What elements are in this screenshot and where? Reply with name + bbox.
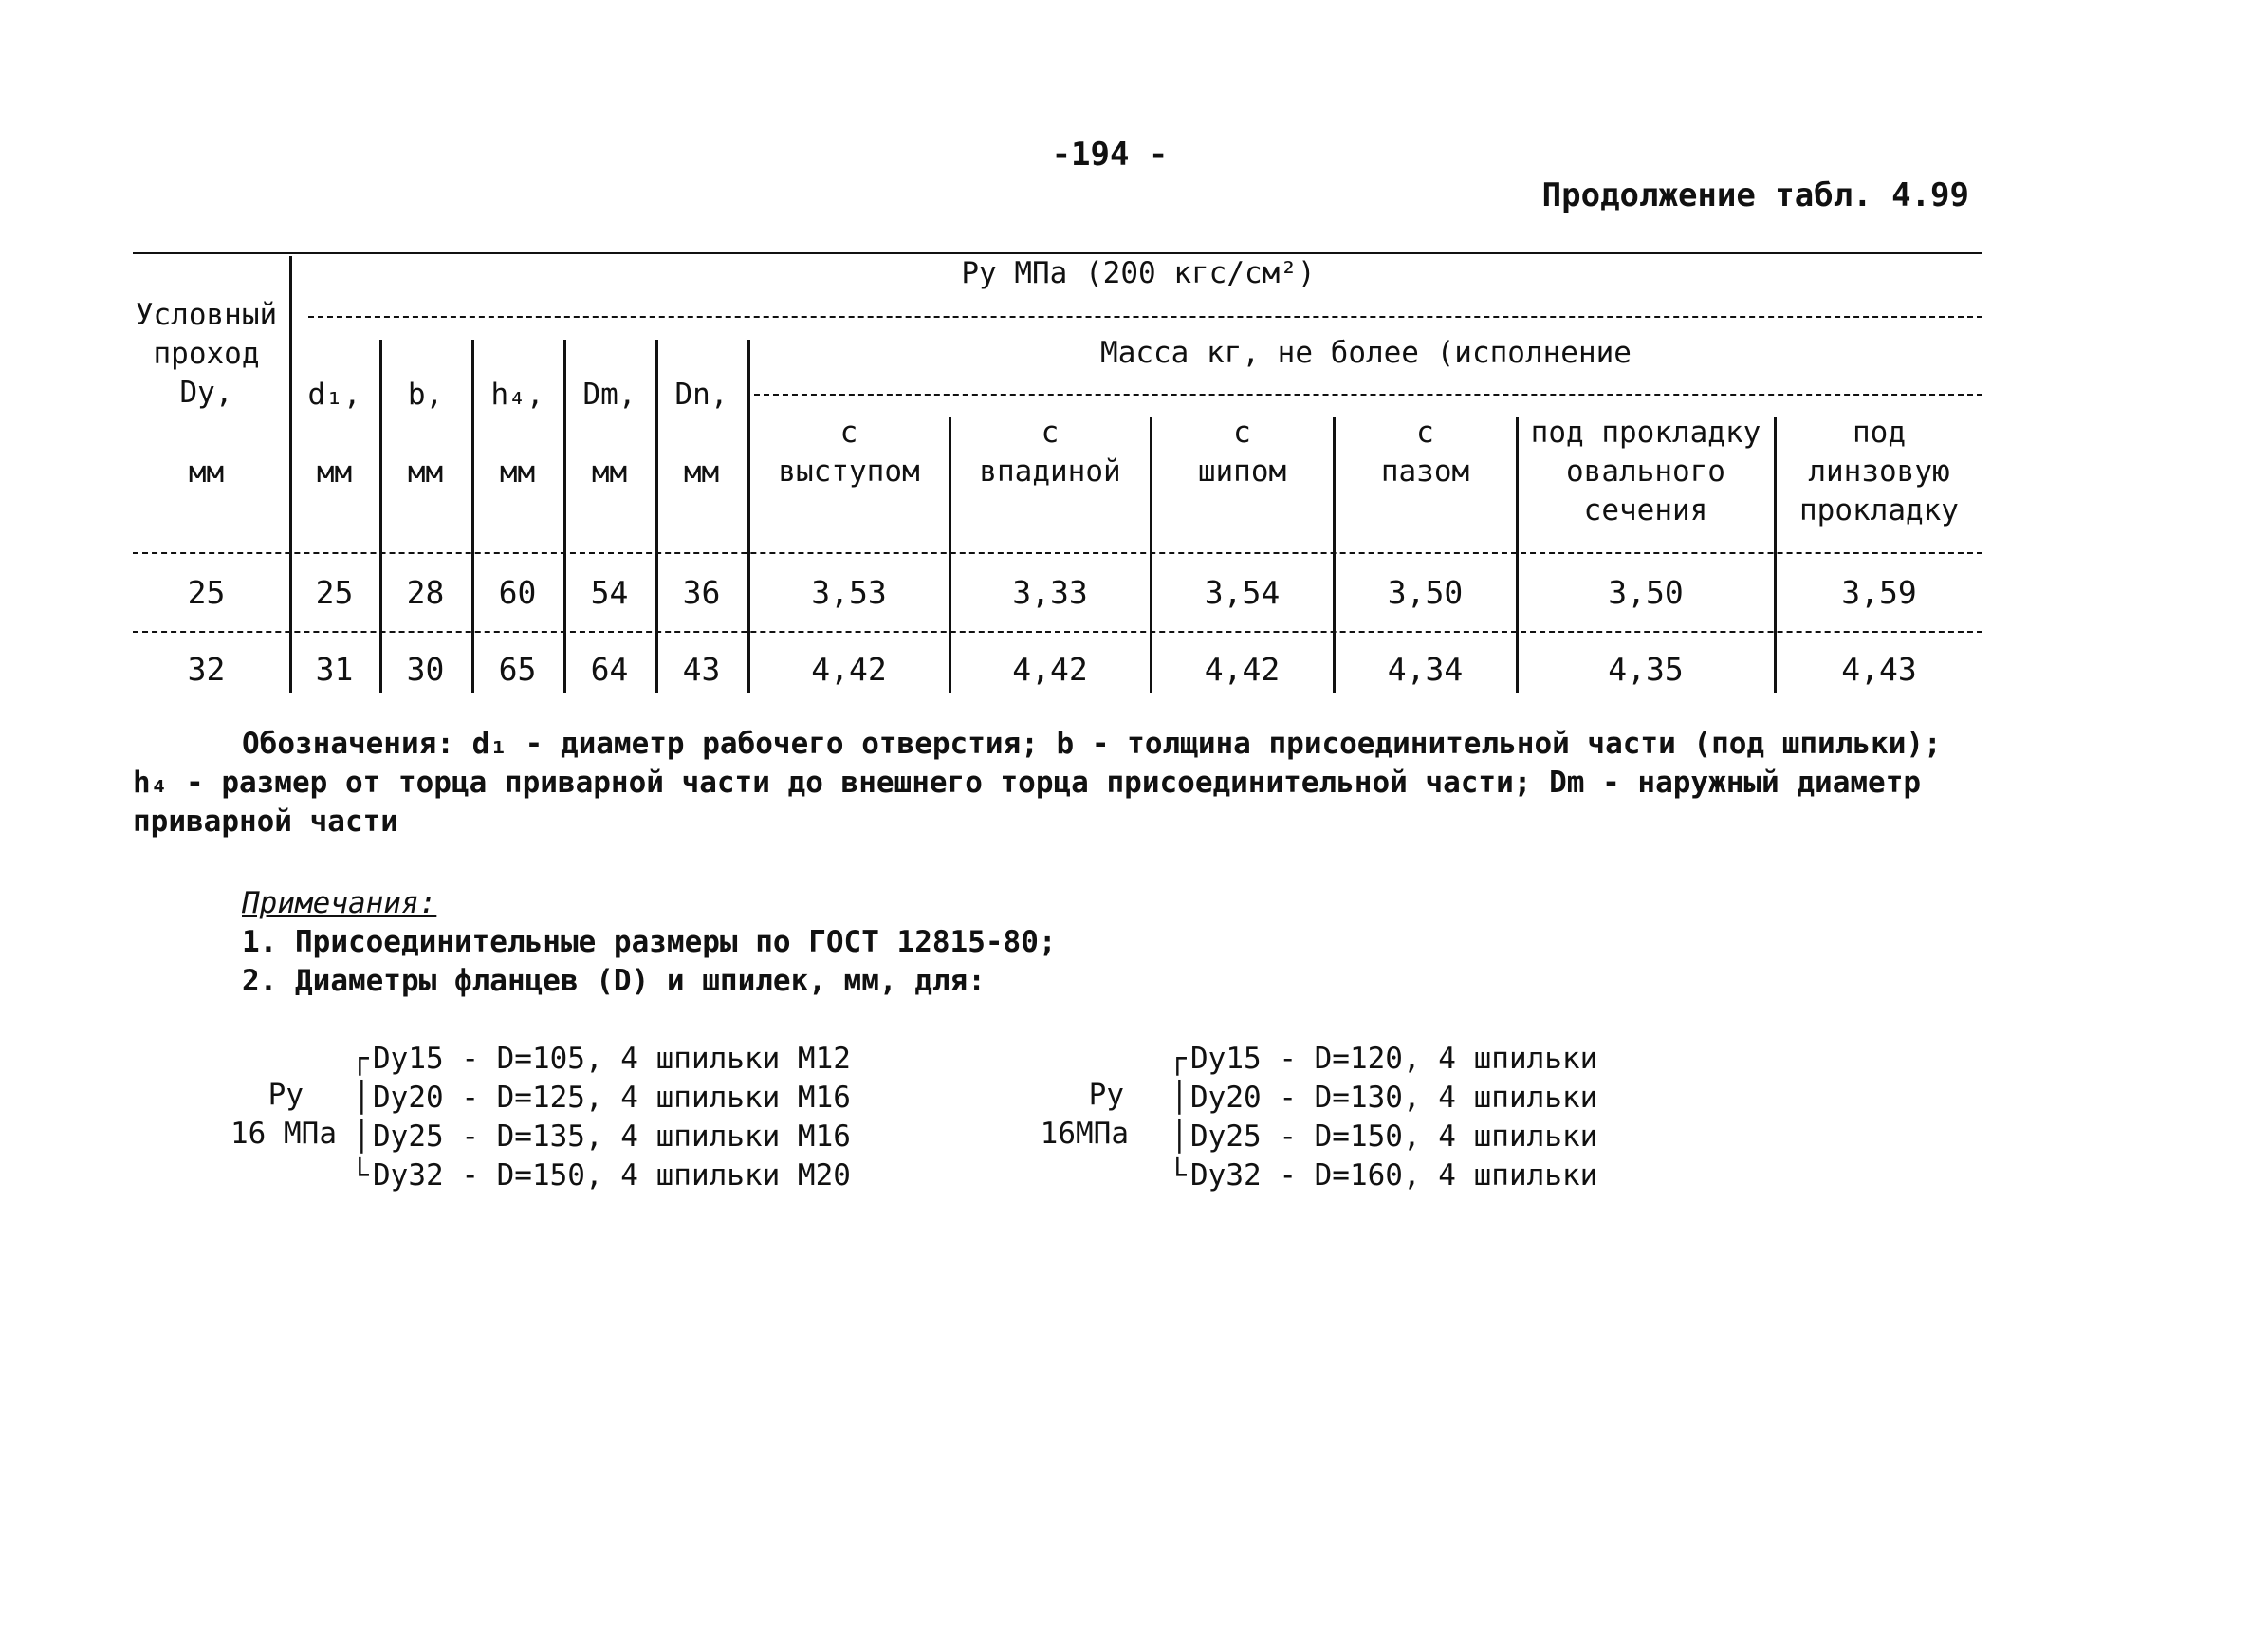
note-item: 2. Диаметры фланцев (D) и шпилек, мм, для: — [242, 964, 986, 998]
col-d1-header: d₁, — [307, 378, 361, 412]
col-mass-header: выступом — [778, 454, 920, 489]
flange-pressure-value: 16 МПа — [230, 1117, 337, 1151]
table-cell: 3,54 — [1204, 574, 1281, 611]
table-cell: 25 — [315, 574, 354, 611]
table-cell: 43 — [682, 651, 721, 688]
table-cell: 4,34 — [1387, 651, 1464, 688]
table-cell: 3,33 — [1012, 574, 1088, 611]
col-b-unit: мм — [407, 455, 444, 490]
table-cell: 4,42 — [1012, 651, 1088, 688]
brace-icon: └ — [1169, 1158, 1187, 1193]
table-cell: 31 — [315, 651, 354, 688]
col-mass-header: с — [1233, 416, 1251, 450]
flange-line: Dy20 - D=125, 4 шпильки M16 — [373, 1081, 851, 1115]
table-cell: 28 — [406, 574, 445, 611]
flange-line: Dy15 - D=105, 4 шпильки M12 — [373, 1042, 851, 1076]
flange-line: Dy32 - D=150, 4 шпильки M20 — [373, 1158, 851, 1193]
divider — [308, 316, 1982, 318]
table-cell: 54 — [590, 574, 629, 611]
divider — [133, 631, 1982, 633]
legend-paragraph: Обозначения: d₁ - диаметр рабочего отверстия; b - толщина присоединительной части (под шпильки); h₄ - размер от торца приварной части до внешнего торца присоединительной части; Dm - наружный диаметр приварной части — [133, 727, 1942, 839]
col-mass-header: сечения — [1583, 493, 1708, 527]
mass-header: Масса кг, не более (исполнение — [1100, 336, 1632, 370]
col-dn-unit: мм — [683, 455, 720, 490]
brace-icon: ┌ — [351, 1042, 369, 1076]
col-mass-header: с — [1041, 416, 1060, 450]
col-mass-header: пазом — [1380, 454, 1470, 489]
flange-line: Dy15 - D=120, 4 шпильки — [1190, 1042, 1598, 1076]
col-dn-header: Dn, — [674, 378, 728, 412]
col-mass-header: с — [1416, 416, 1434, 450]
table-cell: 3,53 — [811, 574, 887, 611]
brace-icon: └ — [351, 1158, 369, 1193]
col-mass-header: шипом — [1197, 454, 1287, 489]
divider — [754, 394, 1982, 396]
page-number: -194 - — [1051, 136, 1169, 174]
flange-pressure-value: 16МПа — [1040, 1117, 1129, 1151]
flange-line: Dy20 - D=130, 4 шпильки — [1190, 1081, 1598, 1115]
table-cell: 4,35 — [1608, 651, 1684, 688]
col-mass-header: впадиной — [979, 454, 1121, 489]
col-dy-unit: мм — [188, 455, 225, 490]
col-h4-header: h₄, — [490, 378, 544, 412]
brace-icon: │ — [353, 1119, 371, 1154]
table-cell: 60 — [498, 574, 537, 611]
col-mass-header: под прокладку — [1530, 416, 1761, 450]
col-mass-header: с — [839, 416, 858, 450]
table-cell: 64 — [590, 651, 629, 688]
col-mass-header: овального — [1566, 454, 1725, 489]
table-cell: 4,42 — [811, 651, 887, 688]
flange-line: Dy32 - D=160, 4 шпильки — [1190, 1158, 1598, 1193]
col-mass-header: линзовую — [1808, 454, 1950, 489]
brace-icon: │ — [1171, 1081, 1189, 1115]
table-cell: 4,42 — [1204, 651, 1281, 688]
table-cell: 3,50 — [1387, 574, 1464, 611]
table-continuation-label: Продолжение табл. 4.99 — [1541, 176, 1969, 214]
table-cell: 32 — [187, 651, 226, 688]
col-mass-header: под — [1853, 416, 1906, 450]
col-b-header: b, — [407, 378, 444, 412]
flange-line: Dy25 - D=150, 4 шпильки — [1190, 1119, 1598, 1154]
col-dy-label: Условный — [135, 298, 278, 332]
col-dy-label: проход — [153, 337, 260, 371]
brace-icon: ┌ — [1169, 1042, 1187, 1076]
col-dy-label: Dy, — [179, 376, 233, 410]
flange-pressure-label: Py — [1088, 1078, 1124, 1112]
divider — [133, 552, 1982, 554]
flange-line: Dy25 - D=135, 4 шпильки M16 — [373, 1119, 851, 1154]
col-dm-unit: мм — [591, 455, 628, 490]
table-cell: 3,50 — [1608, 574, 1684, 611]
note-item: 1. Присоединительные размеры по ГОСТ 12815-80; — [242, 925, 1057, 959]
col-d1-unit: мм — [316, 455, 353, 490]
col-mass-header: прокладку — [1799, 493, 1959, 527]
pressure-header: Py МПа (200 кгс/см²) — [961, 256, 1316, 290]
notes-title: Примечания: — [242, 886, 437, 920]
table-cell: 36 — [682, 574, 721, 611]
brace-icon: │ — [353, 1081, 371, 1115]
brace-icon: │ — [1171, 1119, 1189, 1154]
table-cell: 3,59 — [1841, 574, 1917, 611]
table-cell: 65 — [498, 651, 537, 688]
col-h4-unit: мм — [499, 455, 536, 490]
table-cell: 30 — [406, 651, 445, 688]
divider — [747, 340, 750, 693]
col-dm-header: Dm, — [582, 378, 636, 412]
table-cell: 25 — [187, 574, 226, 611]
table-cell: 4,43 — [1841, 651, 1917, 688]
flange-pressure-label: Py — [267, 1078, 304, 1112]
